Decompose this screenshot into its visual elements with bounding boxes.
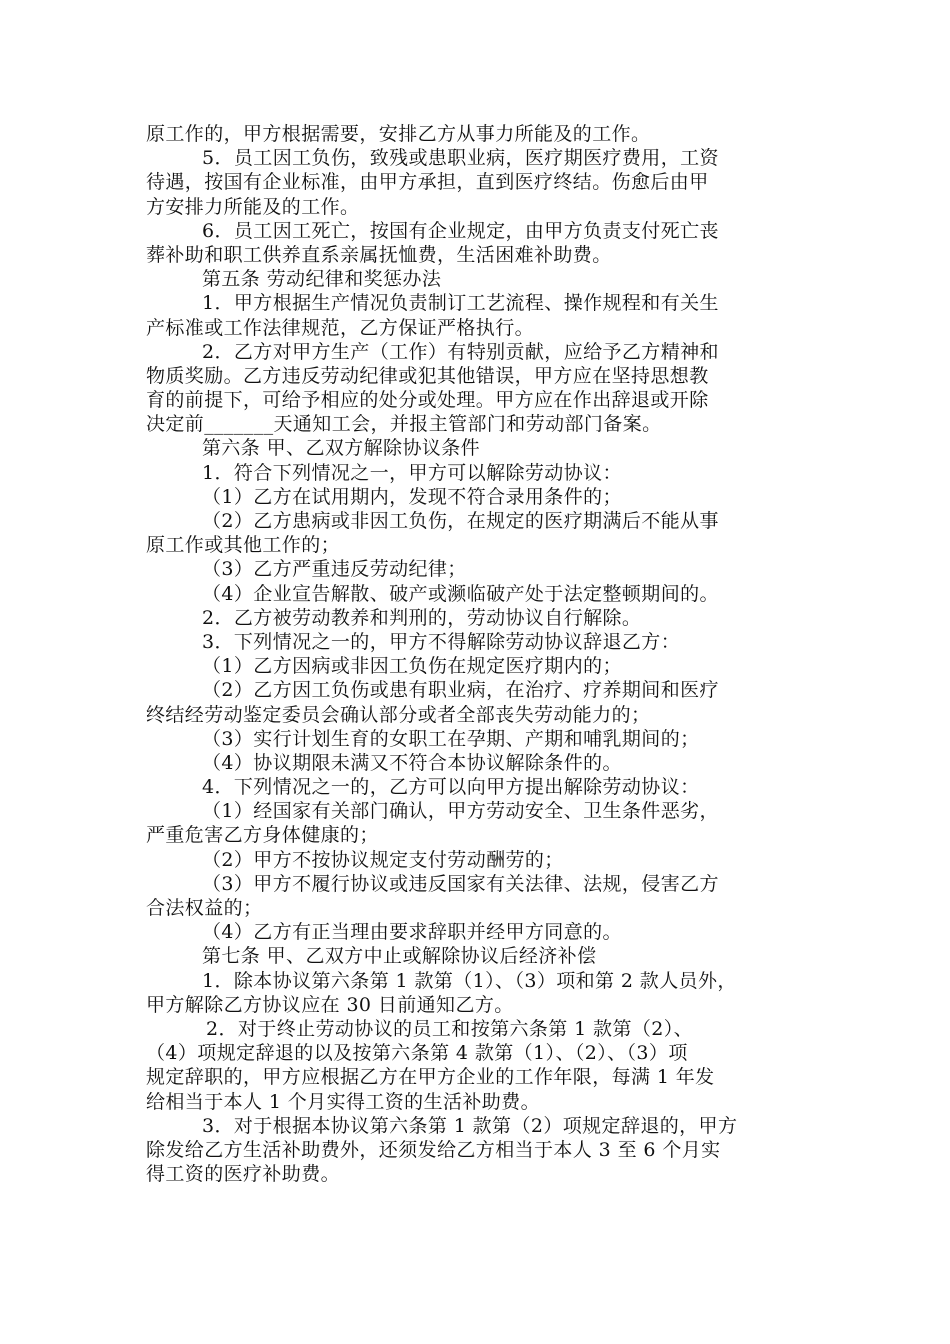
text-line: 葬补助和职工供养直系亲属抚恤费，生活困难补助费。 xyxy=(146,243,612,266)
text-line: 合法权益的； xyxy=(146,897,263,919)
text-line: 严重危害乙方身体健康的； xyxy=(146,824,379,847)
text-line: 1．除本协议第六条第 1 款第（1）、（3）项和第 2 款人员外， xyxy=(202,969,737,992)
text-line: 给相当于本人 1 个月实得工资的生活补助费。 xyxy=(146,1090,540,1113)
text-line: 2．乙方对甲方生产（工作）有特别贡献，应给予乙方精神和 xyxy=(202,340,719,363)
text-line: （2）乙方因工负伤或患有职业病，在治疗、疗养期间和医疗 xyxy=(202,679,719,702)
text-line: 1．符合下列情况之一，甲方可以解除劳动协议： xyxy=(202,461,622,484)
text-line: （3）实行计划生育的女职工在孕期、产期和哺乳期间的； xyxy=(202,727,700,750)
text-line: （4）项规定辞退的以及按第六条第 4 款第（1）、（2）、（3）项 xyxy=(146,1042,688,1065)
text-line: 1．甲方根据生产情况负责制订工艺流程、操作规程和有关生 xyxy=(202,292,719,315)
text-line: （1）乙方在试用期内，发现不符合录用条件的； xyxy=(202,485,622,508)
text-line: 方安排力所能及的工作。 xyxy=(146,195,360,218)
text-line: （4）企业宣告解散、破产或濒临破产处于法定整顿期间的。 xyxy=(202,582,719,605)
text-line: 5．员工因工负伤，致残或患职业病，医疗期医疗费用，工资 xyxy=(202,147,719,170)
text-line: 原工作或其他工作的； xyxy=(146,534,341,557)
text-line: 物质奖励。乙方违反劳动纪律或犯其他错误，甲方应在坚持思想教 xyxy=(146,364,709,387)
text-line: 4．下列情况之一的，乙方可以向甲方提出解除劳动协议： xyxy=(202,776,700,799)
text-line: 原工作的，甲方根据需要，安排乙方从事力所能及的工作。 xyxy=(146,123,651,145)
text-line: （3）甲方不履行协议或违反国家有关法律、法规，侵害乙方 xyxy=(202,872,719,895)
text-line: （2）乙方患病或非因工负伤，在规定的医疗期满后不能从事 xyxy=(202,510,719,532)
text-line: （1）经国家有关部门确认，甲方劳动安全、卫生条件恶劣， xyxy=(202,800,719,823)
text-line: 得工资的医疗补助费。 xyxy=(146,1163,341,1186)
text-line: （4）协议期限未满又不符合本协议解除条件的。 xyxy=(202,751,622,774)
section-heading: 第六条 甲、乙双方解除协议条件 xyxy=(202,437,481,460)
text-line: （4）乙方有正当理由要求辞职并经甲方同意的。 xyxy=(202,921,622,944)
text-line: 甲方解除乙方协议应在 30 日前通知乙方。 xyxy=(146,993,514,1016)
text-line: （1）乙方因病或非因工负伤在规定医疗期内的； xyxy=(202,655,622,678)
text-line: （3）乙方严重违反劳动纪律； xyxy=(202,558,467,581)
text-line: 除发给乙方生活补助费外，还须发给乙方相当于本人 3 至 6 个月实 xyxy=(146,1138,721,1161)
text-line: 决定前_______天通知工会，并报主管部门和劳动部门备案。 xyxy=(146,413,662,436)
text-line: 3．对于根据本协议第六条第 1 款第（2）项规定辞退的，甲方 xyxy=(202,1114,738,1137)
text-line: 2．乙方被劳动教养和判刑的，劳动协议自行解除。 xyxy=(202,606,642,629)
text-line: 产标准或工作法律规范，乙方保证严格执行。 xyxy=(146,316,535,339)
text-line: 6．员工因工死亡，按国有企业规定，由甲方负责支付死亡丧 xyxy=(202,219,719,242)
text-line: 2．对于终止劳动协议的员工和按第六条第 1 款第（2）、 xyxy=(206,1017,694,1040)
text-line: 待遇，按国有企业标准，由甲方承担，直到医疗终结。伤愈后由甲 xyxy=(146,171,709,194)
text-line: 终结经劳动鉴定委员会确认部分或者全部丧失劳动能力的； xyxy=(146,703,651,726)
text-line: （2）甲方不按协议规定支付劳动酬劳的； xyxy=(202,848,564,871)
document-body xyxy=(146,122,816,1186)
text-line: 3．下列情况之一的，甲方不得解除劳动协议辞退乙方： xyxy=(202,630,681,653)
text-line: 育的前提下，可给予相应的处分或处理。甲方应在作出辞退或开除 xyxy=(146,389,709,412)
section-heading: 第五条 劳动纪律和奖惩办法 xyxy=(202,268,442,291)
text-line: 规定辞职的，甲方应根据乙方在甲方企业的工作年限，每满 1 年发 xyxy=(146,1066,715,1089)
section-heading: 第七条 甲、乙双方中止或解除协议后经济补偿 xyxy=(202,945,597,968)
